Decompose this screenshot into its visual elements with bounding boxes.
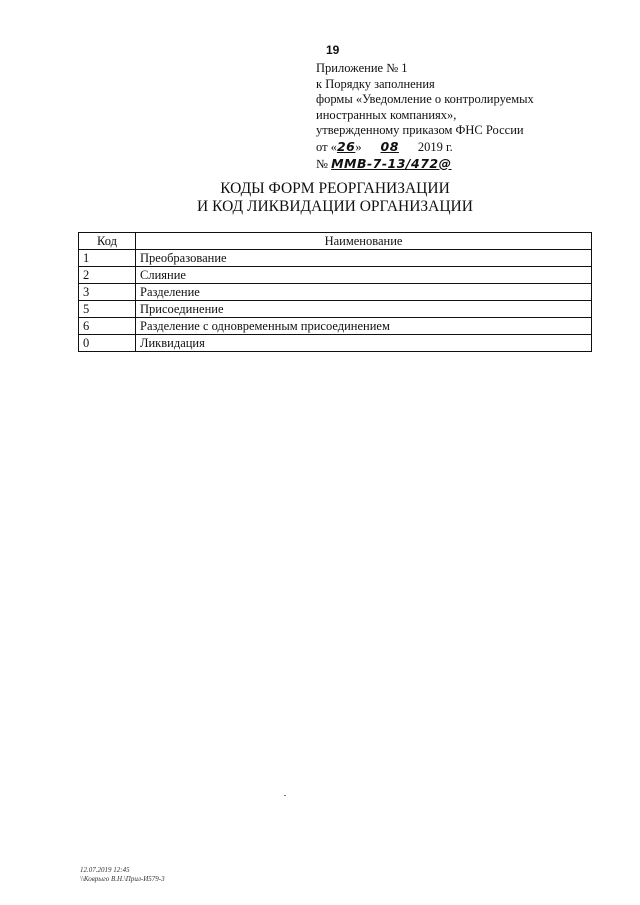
number-prefix: № xyxy=(316,156,328,171)
row-name: Преобразование xyxy=(136,250,592,267)
row-name: Разделение с одновременным присоединением xyxy=(136,318,592,335)
date-mid: » xyxy=(355,139,362,154)
date-suffix: 2019 г. xyxy=(417,139,453,154)
footer-file-path: \\Коврыго В.Н.\Прил-И579-3 xyxy=(80,875,165,883)
appendix-block xyxy=(316,61,576,172)
table-row xyxy=(79,284,592,301)
row-name: Разделение xyxy=(136,284,592,301)
row-code: 1 xyxy=(79,250,136,267)
appendix-line-2: к Порядку заполнения xyxy=(316,76,435,91)
date-prefix: от « xyxy=(316,139,337,154)
appendix-number-line xyxy=(316,156,576,173)
row-name: Присоединение xyxy=(136,301,592,318)
scan-speck xyxy=(284,795,286,796)
row-code: 2 xyxy=(79,267,136,284)
row-code: 3 xyxy=(79,284,136,301)
header-code: Код xyxy=(79,233,136,250)
date-month: 08 xyxy=(380,138,399,154)
table-row xyxy=(79,267,592,284)
appendix-line-5: утвержденному приказом ФНС России xyxy=(316,123,524,138)
page-number: 19 xyxy=(326,43,340,57)
appendix-line-4: иностранных компаниях», xyxy=(316,107,457,122)
codes-table xyxy=(78,232,592,352)
title-line-2: И КОД ЛИКВИДАЦИИ ОРГАНИЗАЦИИ xyxy=(197,198,473,215)
table-row xyxy=(79,301,592,318)
table-row xyxy=(79,318,592,335)
file-footer xyxy=(80,866,165,884)
order-number: ММВ-7-13/472@ xyxy=(331,155,452,171)
table-row xyxy=(79,250,592,267)
row-code: 6 xyxy=(79,318,136,335)
table-row xyxy=(79,335,592,352)
header-name: Наименование xyxy=(136,233,592,250)
appendix-date-line xyxy=(316,139,576,156)
title-line-1: КОДЫ ФОРМ РЕОРГАНИЗАЦИИ xyxy=(220,180,450,197)
row-name: Ликвидация xyxy=(136,335,592,352)
footer-timestamp: 12.07.2019 12:45 xyxy=(80,866,130,874)
row-code: 0 xyxy=(79,335,136,352)
row-name: Слияние xyxy=(136,267,592,284)
appendix-line-3: формы «Уведомление о контролируемых xyxy=(316,92,534,107)
document-title xyxy=(150,180,520,216)
table-header-row xyxy=(79,233,592,250)
appendix-line-1: Приложение № 1 xyxy=(316,61,408,75)
row-code: 5 xyxy=(79,301,136,318)
date-day: 26 xyxy=(336,138,356,154)
